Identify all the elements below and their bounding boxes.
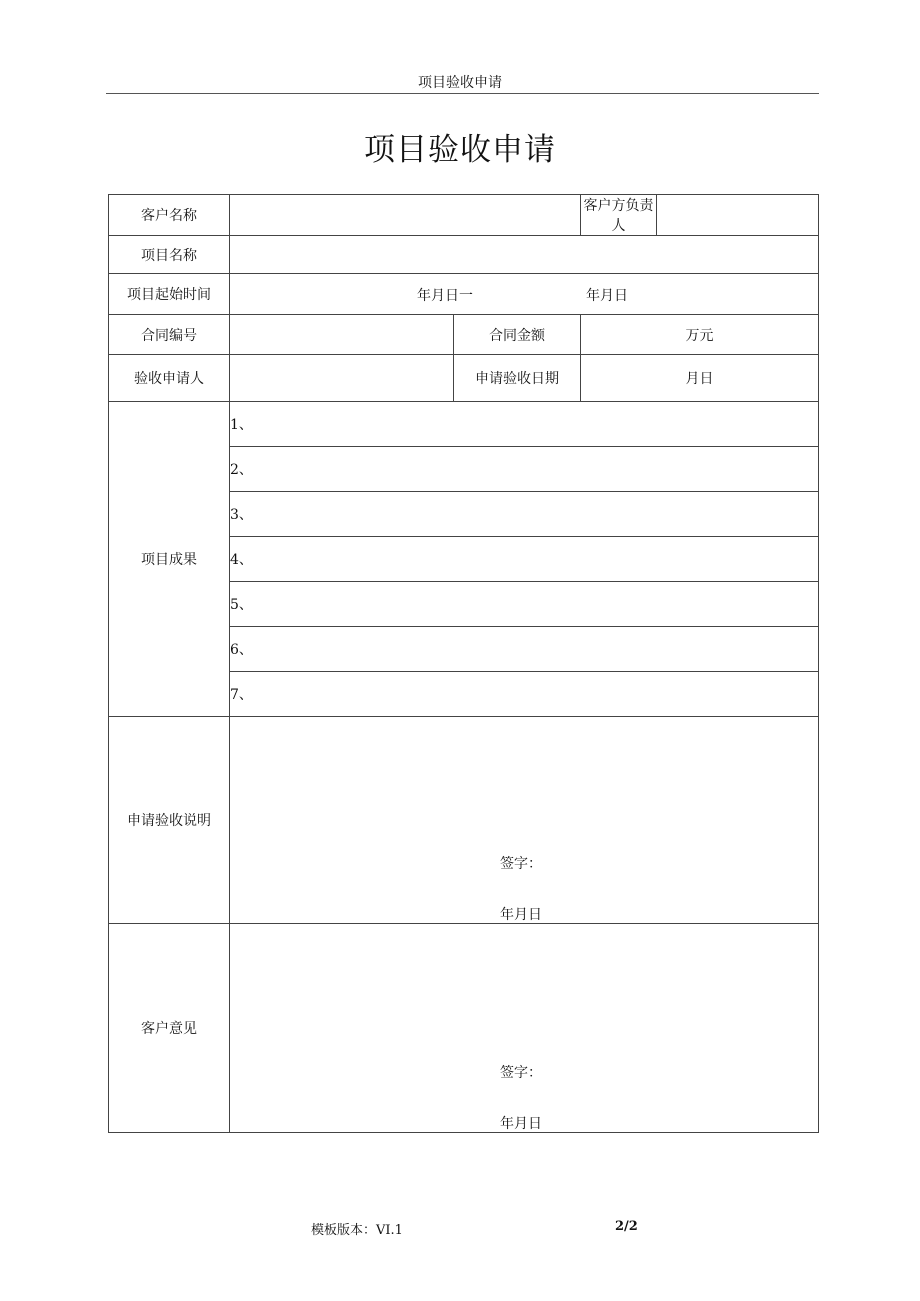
explanation-signature-label: 签字： xyxy=(500,856,542,872)
project-period-field[interactable] xyxy=(230,274,819,315)
period-start-text: 年月日一 xyxy=(417,288,473,304)
customer-lead-field[interactable] xyxy=(657,195,819,236)
result-item-1[interactable]: 1、 xyxy=(230,402,819,447)
row-customer xyxy=(109,195,819,236)
contract-amount-field[interactable]: 万元 xyxy=(581,315,819,355)
customer-opinion-field[interactable] xyxy=(230,924,819,1133)
applicant-field[interactable] xyxy=(230,355,454,402)
apply-date-label: 申请验收日期 xyxy=(454,355,581,402)
period-end-text: 年月日 xyxy=(586,288,628,304)
customer-name-label: 客户名称 xyxy=(109,195,230,236)
contract-no-label: 合同编号 xyxy=(109,315,230,355)
explanation-date-label: 年月日 xyxy=(500,907,542,923)
apply-date-field[interactable]: 月日 xyxy=(581,355,819,402)
row-explanation xyxy=(109,717,819,924)
opinion-signature-label: 签字： xyxy=(500,1065,542,1081)
result-item-3[interactable]: 3、 xyxy=(230,492,819,537)
results-label: 项目成果 xyxy=(109,402,230,717)
row-project-period xyxy=(109,274,819,315)
running-header-title: 项目验收申请 xyxy=(418,75,502,91)
contract-amount-label: 合同金额 xyxy=(454,315,581,355)
customer-name-field[interactable] xyxy=(230,195,581,236)
result-item-2[interactable]: 2、 xyxy=(230,447,819,492)
opinion-date-label: 年月日 xyxy=(500,1116,542,1132)
header-divider xyxy=(106,93,819,94)
explanation-label: 申请验收说明 xyxy=(109,717,230,924)
page-number: 2/2 xyxy=(615,1219,638,1234)
result-item-7[interactable]: 7、 xyxy=(230,672,819,717)
project-name-field[interactable] xyxy=(230,236,819,274)
project-name-label: 项目名称 xyxy=(109,236,230,274)
result-item-6[interactable]: 6、 xyxy=(230,627,819,672)
customer-opinion-label: 客户意见 xyxy=(109,924,230,1133)
customer-lead-label: 客户方负责人 xyxy=(581,195,657,236)
project-period-label: 项目起始时间 xyxy=(109,274,230,315)
explanation-field[interactable] xyxy=(230,717,819,924)
document-title: 项目验收申请 xyxy=(364,132,556,168)
template-version: 模板版本：VI.1 xyxy=(311,1223,403,1238)
row-applicant xyxy=(109,355,819,402)
result-item-4[interactable]: 4、 xyxy=(230,537,819,582)
result-item-5[interactable]: 5、 xyxy=(230,582,819,627)
row-contract xyxy=(109,315,819,355)
applicant-label: 验收申请人 xyxy=(109,355,230,402)
row-result-1 xyxy=(109,402,819,447)
contract-no-field[interactable] xyxy=(230,315,454,355)
acceptance-form-table xyxy=(108,194,819,1133)
row-customer-opinion xyxy=(109,924,819,1133)
row-project-name xyxy=(109,236,819,274)
